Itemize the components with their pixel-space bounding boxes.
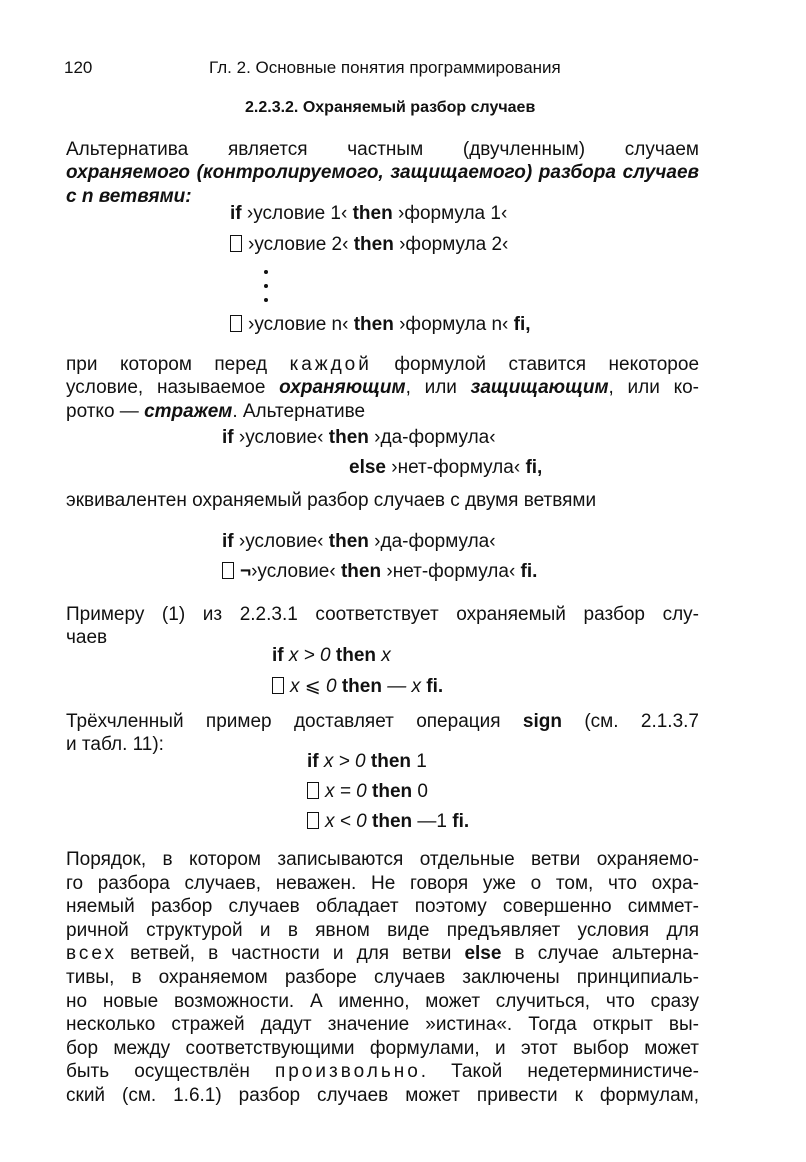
code-line [230, 314, 531, 336]
code-line [230, 234, 508, 256]
code-line [349, 457, 542, 479]
value: —1 [417, 811, 447, 832]
keyword-fi: fi. [426, 676, 444, 697]
section-title: 2.2.3.2. Охраняемый разбор случаев [245, 99, 536, 116]
keyword-else: else [349, 457, 386, 478]
text-line: ричной структурой и в явном виде предъявляет условия для [66, 919, 699, 941]
text-line: условие, называемое охраняющим, или защищающим, или ко- [66, 377, 700, 399]
keyword-fi: fi. [452, 811, 470, 832]
code-line [272, 675, 443, 698]
condition: ›условие‹ [238, 531, 324, 552]
condition: ›условие‹ [251, 561, 336, 582]
text-line: го разбора случаев, неважен. Не говоря уже о том, что охра- [66, 872, 699, 894]
text-line: быть осуществлён произвольно. Такой недетерминистиче- [66, 1061, 699, 1083]
condition: ›условие‹ [238, 427, 324, 448]
condition: ›условие 2‹ [248, 234, 349, 255]
text-line: несколько стражей дадут значение »истина«. Тогда открыт вы- [66, 1014, 699, 1036]
keyword-if: if [230, 203, 242, 224]
guard-box-icon [272, 677, 284, 694]
formula: ›формула 1‹ [398, 203, 508, 224]
text-line: Трёхчленный пример доставляет операция sign (см. 2.1.3.7 [66, 711, 699, 732]
code-line [222, 427, 496, 449]
value: 0 [417, 781, 428, 802]
code-line [230, 203, 507, 225]
text-line: няемый разбор случаев обладает поэтому совершенно симмет- [66, 896, 699, 918]
keyword-then: then [328, 427, 369, 448]
code-line [272, 645, 391, 667]
paragraph-equivalent: эквивалентен охраняемый разбор случаев с двумя ветвями [66, 490, 597, 511]
text-line: охраняемого (контролируемого, защищаемого) разбора случаев [66, 162, 699, 184]
keyword-then: then [353, 314, 394, 335]
condition: x > 0 [288, 645, 331, 666]
value: 1 [416, 751, 427, 772]
condition: ›условие n‹ [248, 314, 349, 335]
keyword-then: then [372, 811, 413, 832]
keyword-then: then [341, 676, 382, 697]
paragraph-intro [66, 138, 699, 208]
guard-box-icon [222, 562, 234, 579]
formula: ›да-формула‹ [374, 427, 496, 448]
text-line: ский (см. 1.6.1) разбор случаев может привести к формулам, [66, 1084, 699, 1106]
negation-sign: ¬ [240, 561, 252, 582]
text-line: чаев [66, 627, 108, 649]
keyword-fi: fi, [525, 457, 543, 478]
ellipsis-dot [264, 298, 268, 302]
keyword-fi: fi, [513, 314, 531, 335]
ellipsis-dot [264, 284, 268, 288]
keyword-then: then [328, 531, 369, 552]
guard-box-icon [307, 782, 319, 799]
text-line: Порядок, в котором записываются отдельные ветви охраняемо- [66, 849, 699, 870]
formula: ›нет-формула‹ [386, 561, 516, 582]
condition: x < 0 [325, 811, 367, 832]
condition: ›условие 1‹ [246, 203, 348, 224]
page-number: 120 [64, 58, 93, 77]
code-line [222, 561, 537, 583]
text-line: Примеру (1) из 2.2.3.1 соответствует охраняемый разбор слу- [66, 604, 699, 625]
code-line [222, 531, 496, 553]
formula: ›формула n‹ [399, 314, 509, 335]
text-line: с n ветвями: [66, 185, 192, 207]
text-line: Альтернатива является частным (двучленным) случаем [66, 139, 699, 160]
keyword-if: if [307, 751, 319, 772]
keyword-fi: fi. [520, 561, 538, 582]
text-line: и табл. 11): [66, 734, 164, 756]
code-line [307, 781, 428, 803]
condition: x ⩽ 0 [290, 676, 337, 697]
formula: ›нет-формула‹ [391, 457, 521, 478]
paragraph-sign [66, 710, 699, 757]
condition: x = 0 [325, 781, 367, 802]
keyword-then: then [370, 751, 412, 772]
text-line: но новые возможности. А именно, может случиться, что сразу [66, 990, 699, 1012]
text-line: тивы, в охраняемом разборе случаев заключены принципиаль- [66, 966, 699, 988]
formula: ›да-формула‹ [374, 531, 496, 552]
keyword-if: if [272, 645, 284, 666]
ellipsis-dot [264, 270, 268, 274]
keyword-if: if [222, 531, 234, 552]
guard-box-icon [230, 315, 242, 332]
code-line [307, 811, 469, 833]
paragraph-order [66, 848, 699, 1108]
keyword-then: then [340, 561, 382, 582]
code-line [307, 751, 427, 773]
keyword-if: if [222, 427, 234, 448]
running-header: Гл. 2. Основные понятия программирования [209, 58, 561, 77]
paragraph-guard [66, 353, 699, 423]
keyword-then: then [335, 645, 377, 666]
keyword-then: then [352, 203, 393, 224]
text-line: ротко — стражем. Альтернативе [66, 400, 366, 422]
text-line: всех ветвей, в частности и для ветви else в случае альтерна- [66, 943, 699, 965]
keyword-then: then [372, 781, 413, 802]
text-line: при котором перед каждой формулой ставится некоторое [66, 354, 700, 375]
paragraph-example [66, 603, 699, 650]
formula: ›формула 2‹ [399, 234, 509, 255]
guard-box-icon [230, 235, 242, 252]
expression: x [381, 645, 391, 666]
expression: — x [387, 676, 421, 697]
keyword-then: then [353, 234, 394, 255]
condition: x > 0 [323, 751, 366, 772]
guard-box-icon [307, 812, 319, 829]
text-line: бор между соответствующими формулами, и этот выбор может [66, 1037, 699, 1059]
